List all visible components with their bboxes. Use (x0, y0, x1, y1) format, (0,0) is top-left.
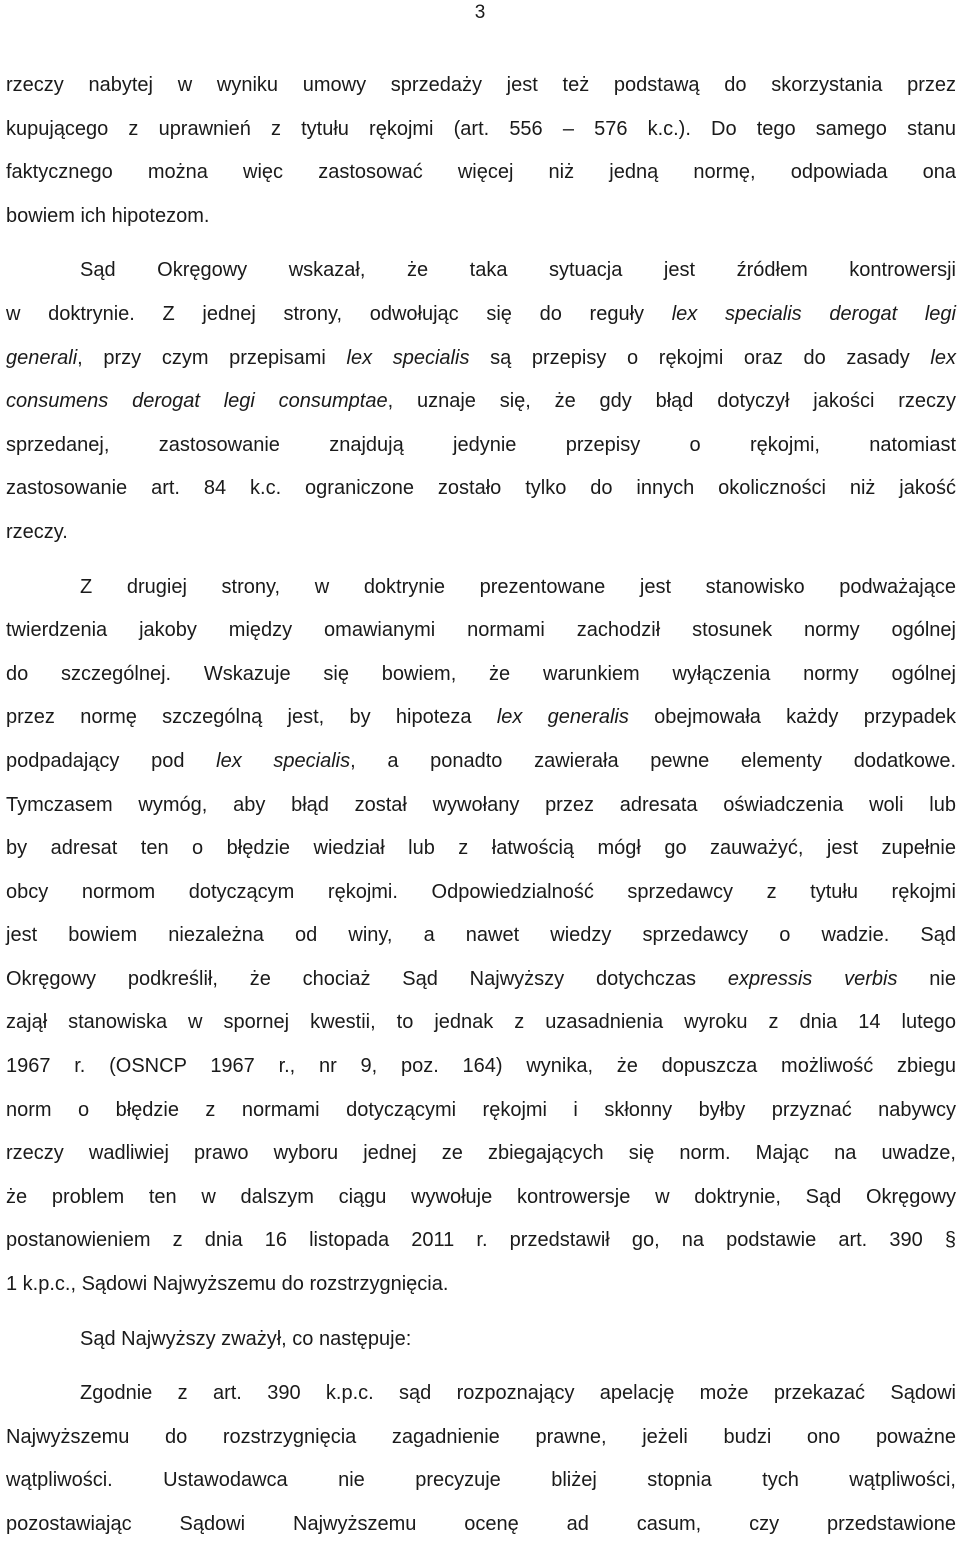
paragraph-1 (6, 64, 956, 238)
text-line: zastosowanie art. 84 k.c. ograniczone zostało tylko do innych okoliczności niż jakość (6, 477, 956, 500)
text-line: rzeczy nabytej w wyniku umowy sprzedaży jest też podstawą do skorzystania przez (6, 74, 956, 96)
document-body (6, 64, 956, 1547)
text-line: consumens derogat legi consumptae, uznaje się, że gdy błąd dotyczył jakości rzeczy (6, 390, 956, 413)
text-line: Okręgowy podkreślił, że chociaż Sąd Najwyższy dotychczas expressis verbis nie (6, 967, 956, 990)
text-line: podpadający pod lex specialis, a ponadto zawierała pewne elementy dodatkowe. (6, 749, 956, 772)
text-line: faktycznego można więc zastosować więcej niż jedną normę, odpowiada ona (6, 161, 956, 184)
text-line: Najwyższemu do rozstrzygnięcia zagadnienie prawne, jeżeli budzi ono poważne (6, 1425, 956, 1448)
text-line: zajął stanowiska w spornej kwestii, to jednak z uzasadnienia wyroku z dnia 14 lutego (6, 1011, 956, 1034)
text-line: Sąd Okręgowy wskazał, że taka sytuacja jest źródłem kontrowersji (80, 259, 956, 282)
text-line: kupującego z uprawnień z tytułu rękojmi (art. 556 – 576 k.c.). Do tego samego stanu (6, 117, 956, 140)
text-line: w doktrynie. Z jednej strony, odwołując się do reguły lex specialis derogat legi (6, 302, 956, 325)
text-line: 1967 r. (OSNCP 1967 r., nr 9, poz. 164) wynika, że dopuszcza możliwość zbiegu (6, 1055, 956, 1078)
text-line: Z drugiej strony, w doktrynie prezentowane jest stanowisko podważające (80, 575, 956, 598)
text-line: rzeczy wadliwiej prawo wyboru jednej ze zbiegających się norm. Mając na uwadze, (6, 1142, 956, 1165)
text-line: że problem ten w dalszym ciągu wywołuje kontrowersje w doktrynie, Sąd Okręgowy (6, 1185, 956, 1208)
text-line: pozostawiając Sądowi Najwyższemu ocenę ad casum, czy przedstawione (6, 1513, 956, 1535)
paragraph-3 (6, 566, 956, 1307)
text-line: 1 k.p.c., Sądowi Najwyższemu do rozstrzygnięcia. (6, 1273, 449, 1296)
page-number: 3 (474, 2, 486, 23)
text-line: norm o błędzie z normami dotyczącymi rękojmi i skłonny byłby przyznać nabywcy (6, 1098, 956, 1121)
text-line: przez normę szczególną jest, by hipoteza lex generalis obejmowała każdy przypadek (6, 706, 956, 729)
paragraph-4 (6, 1318, 956, 1362)
text-line: Tymczasem wymóg, aby błąd został wywołany przez adresata oświadczenia woli lub (6, 793, 956, 816)
text-line: postanowieniem z dnia 16 listopada 2011 r. przedstawił go, na podstawie art. 390 § (6, 1229, 956, 1252)
text-line: generali, przy czym przepisami lex specialis są przepisy o rękojmi oraz do zasady lex (6, 346, 956, 369)
text-line: twierdzenia jakoby między omawianymi normami zachodził stosunek normy ogólnej (6, 619, 956, 642)
text-line: do szczególnej. Wskazuje się bowiem, że warunkiem wyłączenia normy ogólnej (6, 662, 956, 685)
text-line: jest bowiem niezależna od winy, a nawet wiedzy sprzedawcy o wadzie. Sąd (6, 924, 956, 947)
text-line: rzeczy. (6, 520, 68, 543)
text-line: wątpliwości. Ustawodawca nie precyzuje bliżej stopnia tych wątpliwości, (6, 1469, 956, 1492)
text-line: Zgodnie z art. 390 k.p.c. sąd rozpoznający apelację może przekazać Sądowi (80, 1382, 956, 1405)
text-line: obcy normom dotyczącym rękojmi. Odpowiedzialność sprzedawcy z tytułu rękojmi (6, 880, 956, 903)
text-line: Sąd Najwyższy zważył, co następuje: (80, 1327, 412, 1350)
text-line: by adresat ten o błędzie wiedział lub z łatwością mógł go zauważyć, jest zupełnie (6, 837, 956, 860)
paragraph-5 (6, 1372, 956, 1546)
paragraph-2 (6, 249, 956, 554)
text-line: bowiem ich hipotezom. (6, 204, 210, 227)
text-line: sprzedanej, zastosowanie znajdują jedynie przepisy o rękojmi, natomiast (6, 433, 956, 456)
